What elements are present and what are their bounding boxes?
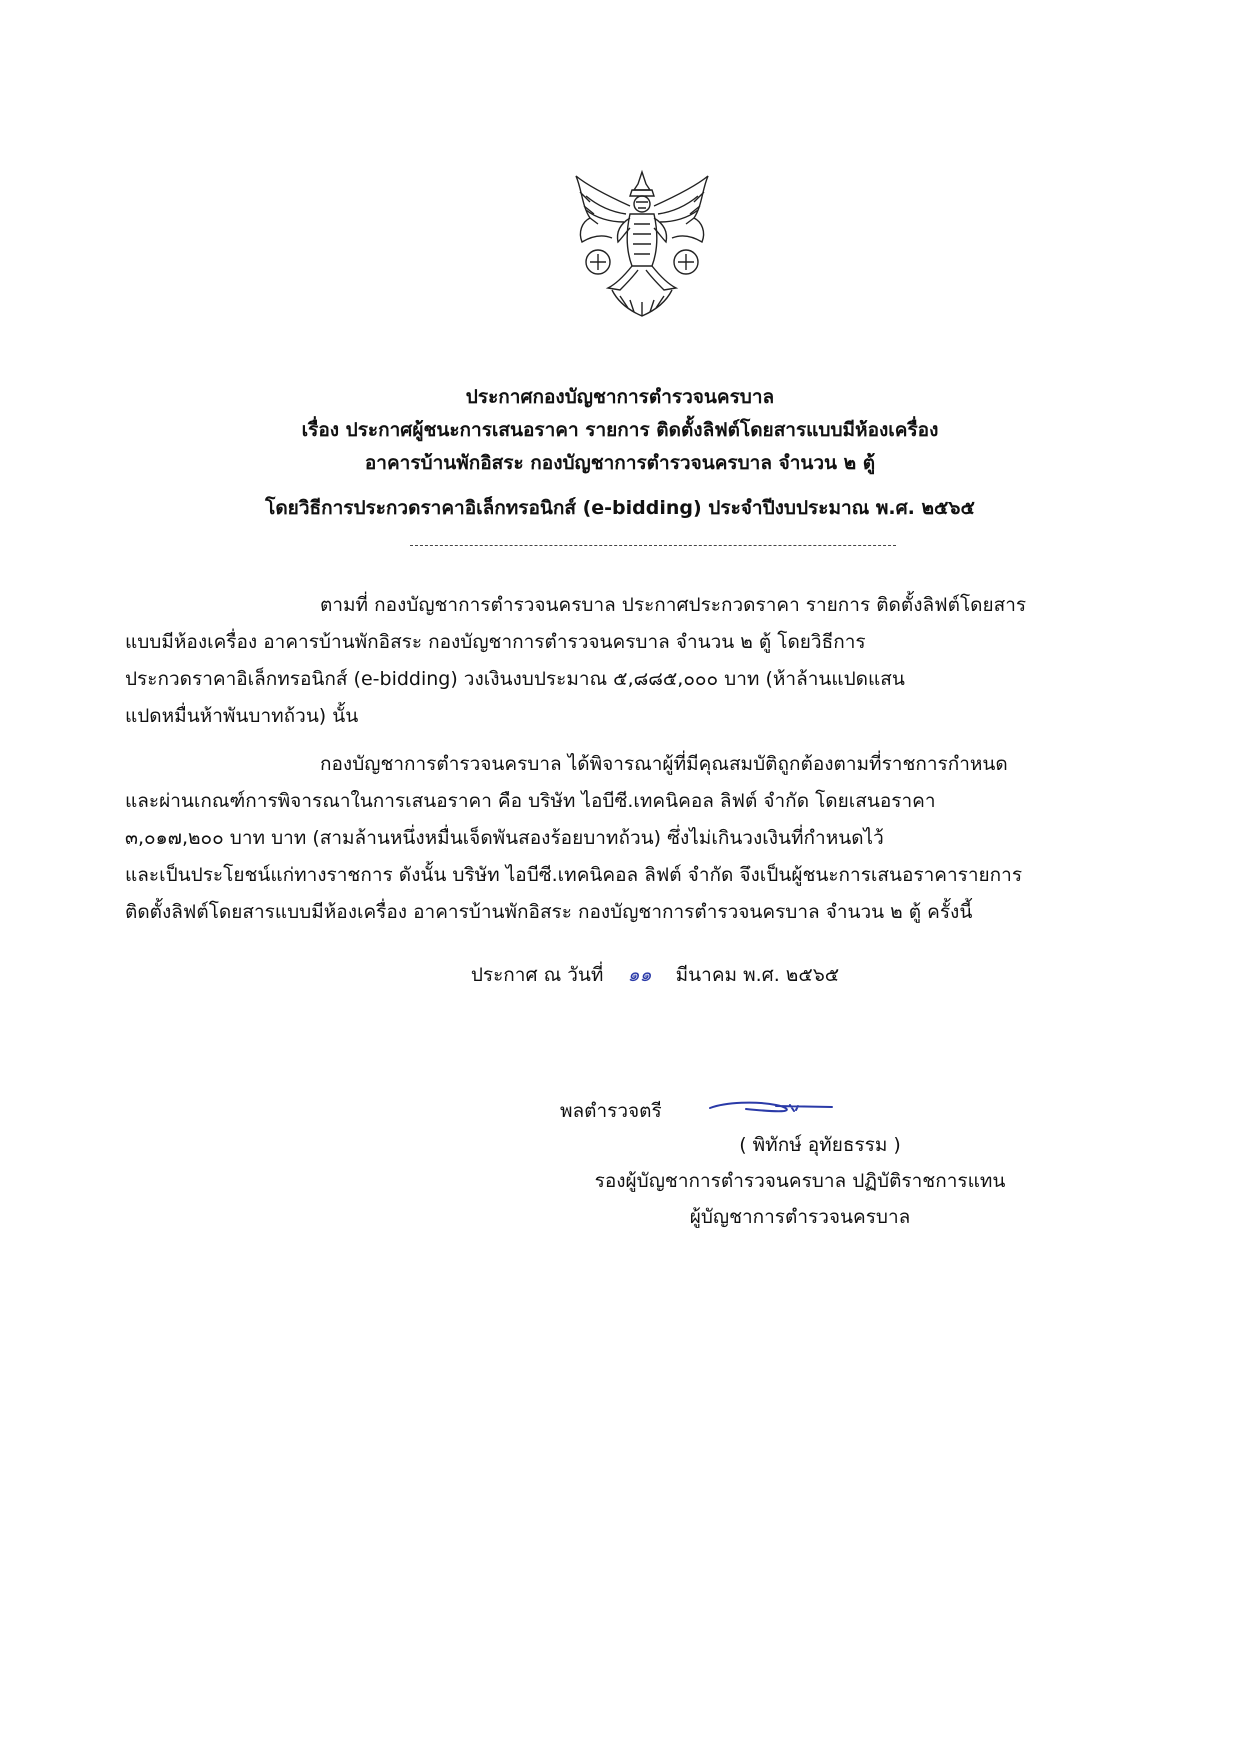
signatory-rank: พลตำรวจตรี bbox=[560, 1100, 662, 1122]
paragraph-2-line-5: ติดตั้งลิฟต์โดยสารแบบมีห้องเครื่อง อาคารบ้านพักอิสระ กองบัญชาการตำรวจนครบาล จำนวน ๒ ตู้ ครั้งนี้ bbox=[125, 901, 973, 923]
announcement-date bbox=[125, 960, 1125, 990]
paragraph-2-line-2: และผ่านเกณฑ์การพิจารณาในการเสนอราคา คือ บริษัท ไอบีซี.เทคนิคอล ลิฟต์ จำกัด โดยเสนอราคา bbox=[125, 790, 936, 812]
paragraph-1-line-3: ประกวดราคาอิเล็กทรอนิกส์ (e-bidding) วงเงินงบประมาณ ๕,๘๘๕,๐๐๐ บาท (ห้าล้านแปดแสน bbox=[125, 668, 905, 690]
date-day: ๑๑ bbox=[627, 964, 652, 986]
paragraph-1-line-2: แบบมีห้องเครื่อง อาคารบ้านพักอิสระ กองบัญชาการตำรวจนครบาล จำนวน ๒ ตู้ โดยวิธีการ bbox=[125, 631, 866, 653]
announcement-title: ประกาศกองบัญชาการตำรวจนครบาล bbox=[465, 386, 775, 408]
paragraph-1-line-4: แปดหมื่นห้าพันบาทถ้วน) นั้น bbox=[125, 705, 359, 727]
paragraph-2-line-1: กองบัญชาการตำรวจนครบาล ได้พิจารณาผู้ที่มีคุณสมบัติถูกต้องตามที่ราชการกำหนด bbox=[320, 753, 1008, 775]
signatory-name: ( พิทักษ์ อุทัยธรรม ) bbox=[739, 1134, 901, 1156]
paragraph-2-line-3: ๓,๐๑๗,๒๐๐ บาท บาท (สามล้านหนึ่งหมื่นเจ็ดพันสองร้อยบาทถ้วน) ซึ่งไม่เกินวงเงินที่กำหนดไว้ bbox=[125, 827, 884, 849]
signatory-position-cont: ผู้บัญชาการตำรวจนครบาล bbox=[689, 1206, 911, 1228]
announcement-subject: เรื่อง ประกาศผู้ชนะการเสนอราคา รายการ ติดตั้งลิฟต์โดยสารแบบมีห้องเครื่อง bbox=[301, 419, 939, 441]
announcement-subject-cont: อาคารบ้านพักอิสระ กองบัญชาการตำรวจนครบาล จำนวน ๒ ตู้ bbox=[364, 452, 876, 474]
signatory-position: รองผู้บัญชาการตำรวจนครบาล ปฏิบัติราชการแทน bbox=[594, 1170, 1006, 1192]
date-prefix: ประกาศ ณ วันที่ bbox=[470, 964, 604, 986]
paragraph-2-line-4: และเป็นประโยชน์แก่ทางราชการ ดังนั้น บริษัท ไอบีซี.เทคนิคอล ลิฟต์ จำกัด จึงเป็นผู้ชนะการเสนอราคารายการ bbox=[125, 864, 1023, 886]
announcement-method: โดยวิธีการประกวดราคาอิเล็กทรอนิกส์ (e-bidding) ประจำปีงบประมาณ พ.ศ. ๒๕๖๕ bbox=[265, 497, 975, 519]
date-suffix: มีนาคม พ.ศ. ๒๕๖๕ bbox=[675, 964, 840, 986]
divider bbox=[410, 545, 896, 546]
paragraph-1-line-1: ตามที่ กองบัญชาการตำรวจนครบาล ประกาศประกวดราคา รายการ ติดตั้งลิฟต์โดยสาร bbox=[320, 594, 1027, 616]
signature-icon bbox=[706, 1092, 836, 1122]
garuda-emblem-icon bbox=[568, 166, 716, 326]
